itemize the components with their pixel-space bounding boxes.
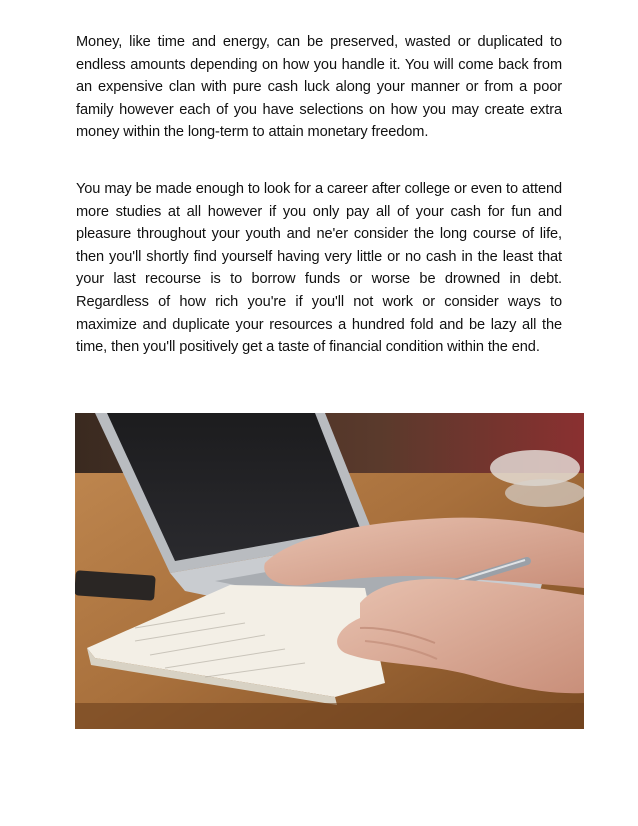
paragraph-money-preservation: Money, like time and energy, can be preserved, wasted or duplicated to endless amounts depending on how you handle it. You will come back from an expensive clan with pure cash luck along your manner or from a poor family however each of you have selections on how you may create extra money within the long-term to attain monetary freedom.: [76, 34, 562, 141]
photo-writing-at-desk: [75, 413, 584, 729]
paragraph-career-and-debt: You may be made enough to look for a career after college or even to attend more studies at all however if you only pay all of your cash for fun and pleasure throughout your youth and ne'er consider the long course of life, then you'll shortly find yourself having very little or no cash in the least that your last recourse is to borrow funds or worse be drowned in debt. Regardless of how rich you're if you'll not work or consider ways to maximize and duplicate your resources a hundred fold and be lazy all the time, then you'll positively get a taste of financial condition within the end.: [76, 181, 562, 356]
